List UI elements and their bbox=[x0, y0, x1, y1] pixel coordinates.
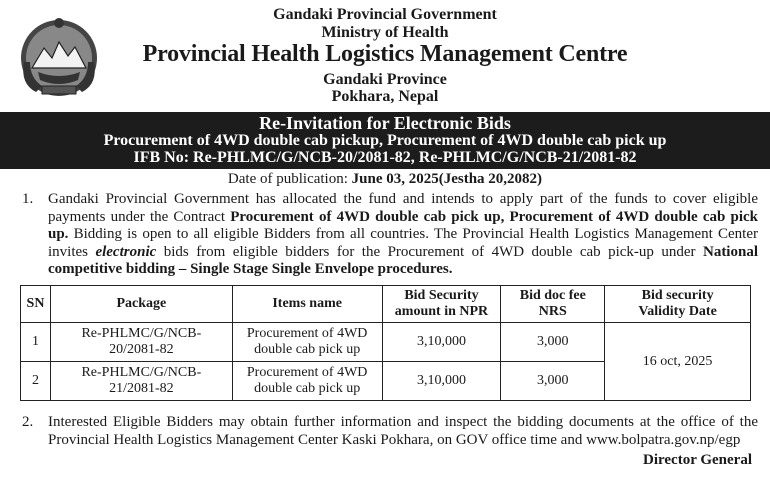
package-line: Re-PHLMC/G/NCB- bbox=[81, 326, 202, 341]
column-header-line: Validity Date bbox=[638, 304, 717, 319]
province-name: Gandaki Province bbox=[323, 71, 447, 88]
column-header-line: Bid security bbox=[641, 288, 714, 303]
column-header bbox=[382, 286, 501, 323]
nepal-emblem-icon bbox=[18, 14, 100, 100]
column-header-line: Bid Security bbox=[404, 288, 479, 303]
notice-title: Re-Invitation for Electronic Bids bbox=[259, 113, 511, 133]
publication-label: Date of publication: bbox=[227, 171, 352, 187]
package-cell bbox=[50, 362, 232, 401]
publication-date: June 03, 2025(Jestha 20,2082) bbox=[351, 171, 543, 187]
validity-cell: 16 oct, 2025 bbox=[605, 323, 751, 401]
paragraph-number: 2. bbox=[22, 414, 34, 430]
fee-cell: 3,000 bbox=[501, 323, 605, 362]
item-line: Procurement of 4WD bbox=[246, 365, 368, 380]
paragraph-1-emphasis: electronic bbox=[95, 243, 157, 260]
ifb-number: IFB No: Re-PHLMC/G/NCB-20/2081-82, Re-PHLMC/G/NCB-21/2081-82 bbox=[133, 149, 637, 166]
package-line: 21/2081-82 bbox=[109, 381, 174, 396]
ministry-name: Ministry of Health bbox=[321, 24, 449, 41]
paragraph-1-text: bids from eligible bidders for the Procurement of 4WD double cab pick-up under bbox=[156, 243, 703, 260]
notice-subject: Procurement of 4WD double cab pickup, Procurement of 4WD double cab pick up bbox=[103, 132, 667, 149]
package-line: Re-PHLMC/G/NCB- bbox=[81, 365, 202, 380]
column-header bbox=[501, 286, 605, 323]
table-header-row bbox=[21, 286, 751, 323]
title-bar bbox=[0, 112, 770, 169]
publication-date-line bbox=[0, 171, 770, 188]
paragraph-1-text: Bidding is open to all eligible Bidders from all countries. The Provincial Health Logistics Management Center invites bbox=[48, 226, 758, 260]
paragraph-1 bbox=[48, 191, 758, 279]
paragraph-1-text: Gandaki Provincial Government has allocated the fund and intends to apply part of the funds to cover eligible payments under the Contract bbox=[48, 191, 758, 225]
paragraph-1-contract-name: Procurement of 4WD double cab pick up, Procurement of 4WD double cab pick up. bbox=[48, 208, 758, 242]
column-header-line: amount in NPR bbox=[394, 304, 489, 319]
column-header bbox=[605, 286, 751, 323]
column-header-line: Bid doc fee bbox=[519, 288, 586, 303]
government-name: Gandaki Provincial Government bbox=[273, 6, 497, 23]
package-line: 20/2081-82 bbox=[109, 342, 174, 357]
paragraph-number: 1. bbox=[22, 191, 34, 207]
column-header: SN bbox=[21, 286, 51, 323]
security-cell: 3,10,000 bbox=[382, 323, 501, 362]
table-row bbox=[21, 323, 751, 362]
package-cell bbox=[50, 323, 232, 362]
item-line: double cab pick up bbox=[254, 342, 361, 357]
item-cell bbox=[232, 323, 382, 362]
item-line: Procurement of 4WD bbox=[246, 326, 368, 341]
bid-table bbox=[20, 285, 751, 401]
column-header: Package bbox=[50, 286, 232, 323]
column-header: Items name bbox=[232, 286, 382, 323]
item-line: double cab pick up bbox=[254, 381, 361, 396]
fee-cell: 3,000 bbox=[501, 362, 605, 401]
item-cell bbox=[232, 362, 382, 401]
sn-cell: 2 bbox=[21, 362, 51, 401]
security-cell: 3,10,000 bbox=[382, 362, 501, 401]
office-name: Provincial Health Logistics Management Centre bbox=[142, 41, 628, 67]
signature: Director General bbox=[643, 452, 752, 468]
sn-cell: 1 bbox=[21, 323, 51, 362]
paragraph-2: Interested Eligible Bidders may obtain further information and inspect the bidding documents at the office of the Provincial Health Logistics Management Center Kaski Pokhara, on GOV office time and www.bolpatra.gov.np/egp bbox=[48, 414, 758, 448]
office-location: Pokhara, Nepal bbox=[331, 88, 439, 105]
paragraph-1-procedure: National competitive bidding – Single Stage Single Envelope procedures. bbox=[48, 243, 758, 277]
column-header-line: NRS bbox=[538, 304, 567, 319]
